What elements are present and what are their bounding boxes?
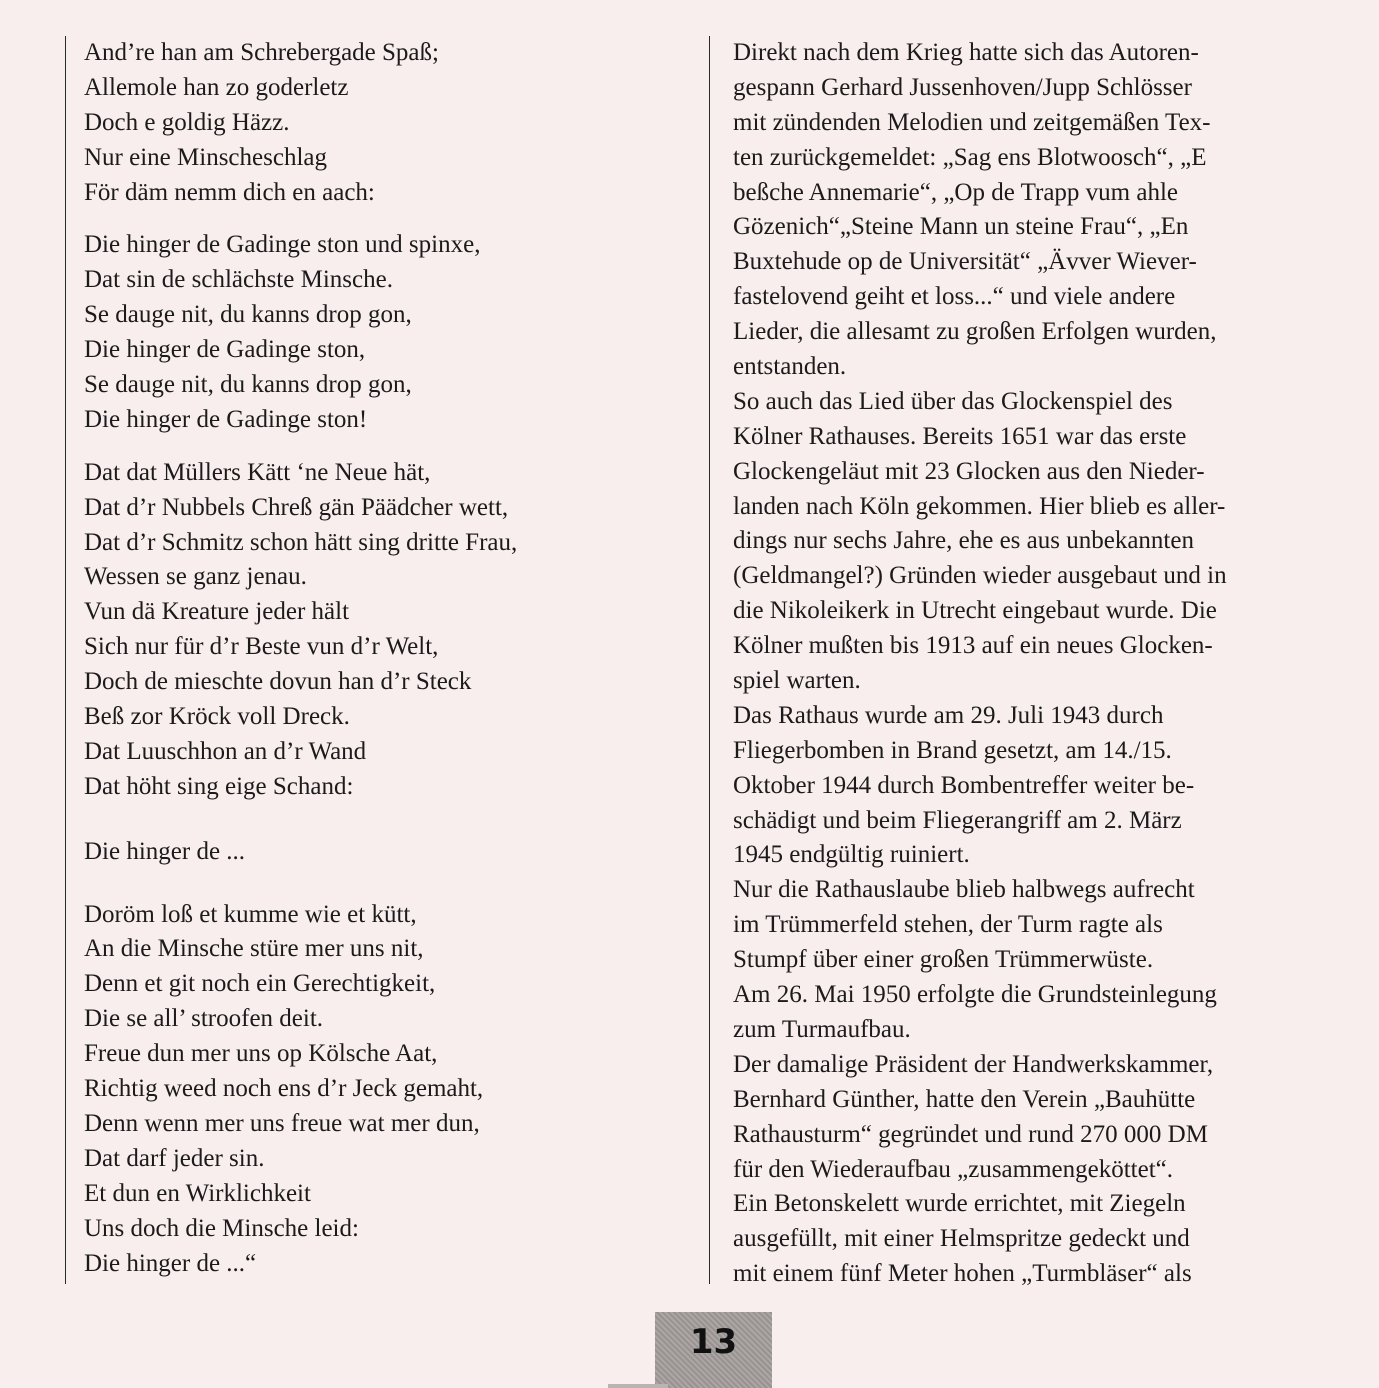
lyric-line: Die hinger de Gadinge ston! (84, 405, 368, 433)
lyric-line: Doch de mieschte dovun han d’r Steck (84, 668, 472, 696)
text-line: schädigt und beim Fliegerangriff am 2. März (733, 806, 1182, 834)
lyric-line: Richtig weed noch ens d’r Jeck gemaht, (84, 1075, 484, 1103)
lyric-line: Vun dä Kreature jeder hält (84, 598, 350, 626)
text-line: Das Rathaus wurde am 29. Juli 1943 durch (733, 701, 1164, 729)
text-line: beßche Annemarie“, „Op de Trapp vum ahle (733, 178, 1179, 206)
text-line: fastelovend geiht et loss...“ und viele andere (733, 283, 1176, 311)
lyric-line: Sich nur für d’r Beste vun d’r Welt, (84, 633, 439, 661)
lyric-line: Dat Luuschhon an d’r Wand (84, 737, 367, 765)
text-line: mit zündenden Melodien und zeitgemäßen Tex- (733, 108, 1211, 136)
lyric-line: Dat sin de schlächste Minsche. (84, 266, 393, 294)
text-line: Stumpf über einer großen Trümmerwüste. (733, 946, 1154, 974)
text-line: spiel warten. (733, 667, 861, 695)
lyric-line: Se dauge nit, du kanns drop gon, (84, 301, 412, 329)
lyric-line: För däm nemm dich en aach: (84, 178, 375, 206)
text-line: Kölner Rathauses. Bereits 1651 war das erste (733, 422, 1187, 450)
text-line: Lieder, die allesamt zu großen Erfolgen wurden, (733, 318, 1217, 346)
text-line: Gözenich“„Steine Mann un steine Frau“, „En (733, 213, 1189, 241)
left-column-rule (65, 36, 66, 1284)
lyric-line: Wessen se ganz jenau. (84, 563, 307, 591)
lyric-line: Beß zor Kröck voll Dreck. (84, 703, 350, 731)
lyric-line: Freue dun mer uns op Kölsche Aat, (84, 1040, 438, 1068)
text-line: Direkt nach dem Krieg hatte sich das Autoren- (733, 39, 1199, 66)
text-line: Nur die Rathauslaube blieb halbwegs aufrecht (733, 876, 1195, 904)
lyric-line: Die hinger de Gadinge ston, (84, 336, 366, 364)
right-column-rule (709, 36, 710, 1284)
lyric-line: Die se all’ stroofen deit. (84, 1005, 324, 1033)
lyric-line: Die hinger de ...“ (84, 1249, 257, 1277)
lyric-line: An die Minsche stüre mer uns nit, (84, 935, 424, 963)
song-lyrics-column (84, 36, 684, 1281)
text-line: zum Turmaufbau. (733, 1015, 911, 1043)
lyric-line: Dat darf jeder sin. (84, 1144, 265, 1172)
lyrics-stanza-2 (84, 228, 684, 437)
text-line: Rathausturm“ gegründet und rund 270 000 DM (733, 1120, 1208, 1148)
text-line: dings nur sechs Jahre, ehe es aus unbekannten (733, 527, 1194, 555)
text-line: Der damalige Präsident der Handwerkskammer, (733, 1050, 1214, 1078)
lyric-line: Die hinger de ... (84, 837, 246, 865)
lyrics-stanza-1 (84, 36, 684, 210)
text-line: (Geldmangel?) Gründen wieder ausgebaut und in (733, 562, 1227, 590)
text-line: Glockengeläut mit 23 Glocken aus den Nieder- (733, 457, 1205, 485)
lyric-line: Dat d’r Schmitz schon hätt sing dritte Frau, (84, 528, 518, 556)
lyrics-refrain (84, 835, 684, 870)
text-line: Kölner mußten bis 1913 auf ein neues Glocken- (733, 632, 1213, 660)
lyrics-stanza-4 (84, 898, 684, 1282)
text-line: ausgefüllt, mit einer Helmspritze gedeckt und (733, 1225, 1190, 1253)
lyric-line: Allemole han zo goderletz (84, 73, 349, 101)
page-number: 13 (689, 1322, 738, 1362)
page-number-box (655, 1312, 772, 1388)
text-line: landen nach Köln gekommen. Hier blieb es aller- (733, 492, 1226, 520)
lyric-line: Uns doch die Minsche leid: (84, 1214, 359, 1242)
lyric-line: Doch e goldig Häzz. (84, 108, 290, 136)
text-line: Buxtehude op de Universität“ „Ävver Wiever- (733, 248, 1197, 276)
lyric-line: Se dauge nit, du kanns drop gon, (84, 371, 412, 399)
text-line: mit einem fünf Meter hohen „Turmbläser“ als (733, 1260, 1192, 1288)
text-line: gespann Gerhard Jussenhoven/Jupp Schlösser (733, 73, 1192, 101)
text-line: Oktober 1944 durch Bombentreffer weiter be- (733, 771, 1195, 799)
lyrics-stanza-3 (84, 456, 684, 805)
bottom-edge-strip (608, 1384, 668, 1388)
text-line: die Nikoleikerk in Utrecht eingebaut wurde. Die (733, 597, 1217, 625)
lyric-line: Denn et git noch ein Gerechtigkeit, (84, 970, 436, 998)
lyric-line: Dat d’r Nubbels Chreß gän Päädcher wett, (84, 493, 509, 521)
text-line: für den Wiederaufbau „zusammengeköttet“. (733, 1155, 1174, 1183)
lyric-line: Nur eine Minscheschlag (84, 143, 327, 171)
text-line: ten zurückgemeldet: „Sag ens Blotwoosch“, „E (733, 143, 1207, 171)
lyric-line: Denn wenn mer uns freue wat mer dun, (84, 1109, 480, 1137)
text-line: So auch das Lied über das Glockenspiel des (733, 387, 1173, 415)
text-line: entstanden. (733, 353, 847, 381)
text-line: im Trümmerfeld stehen, der Turm ragte als (733, 911, 1163, 939)
text-line: Bernhard Günther, hatte den Verein „Bauhütte (733, 1085, 1196, 1113)
lyric-line: Dat dat Müllers Kätt ‘ne Neue hät, (84, 458, 431, 486)
lyric-line: Doröm loß et kumme wie et kütt, (84, 900, 417, 928)
lyric-line: Et dun en Wirklichkeit (84, 1179, 311, 1207)
lyric-line: And’re han am Schrebergade Spaß; (84, 39, 439, 66)
text-line: Am 26. Mai 1950 erfolgte die Grundsteinlegung (733, 981, 1217, 1009)
text-line: 1945 endgültig ruiniert. (733, 841, 970, 869)
lyric-line: Die hinger de Gadinge ston und spinxe, (84, 231, 481, 259)
text-line: Ein Betonskelett wurde errichtet, mit Ziegeln (733, 1190, 1186, 1218)
lyric-line: Dat höht sing eige Schand: (84, 772, 354, 800)
text-line: Fliegerbomben in Brand gesetzt, am 14./15. (733, 736, 1172, 764)
history-text-column (733, 36, 1313, 1292)
